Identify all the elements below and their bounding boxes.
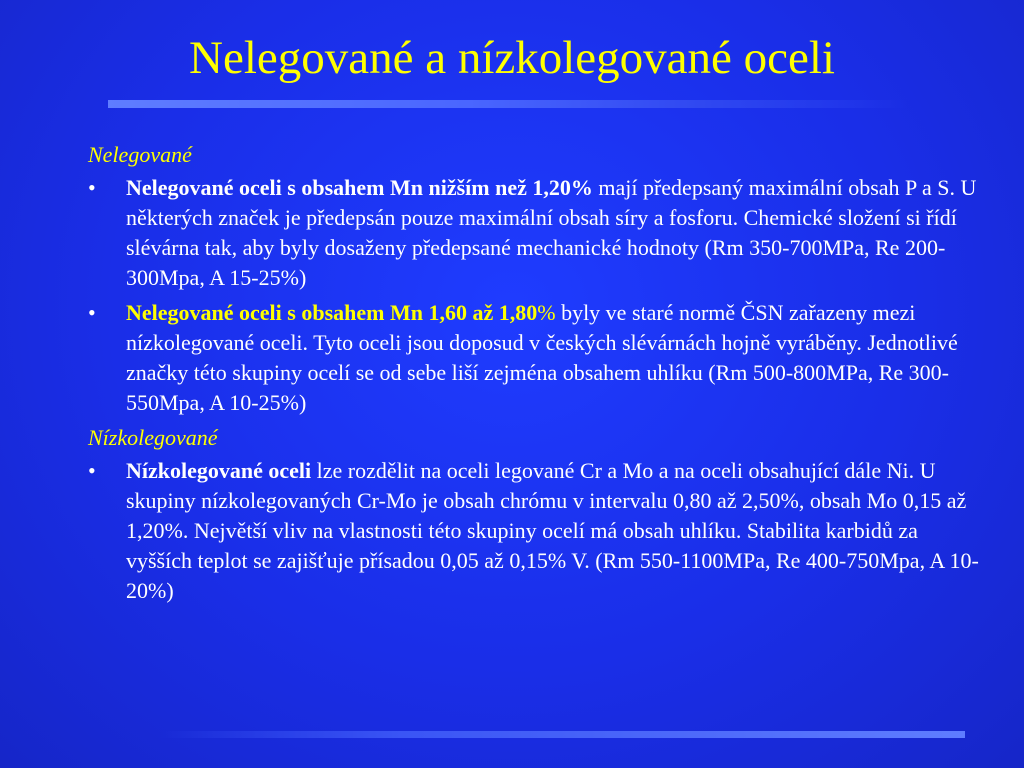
section-heading-nelegovane: Nelegované (88, 142, 192, 167)
footer-rule (160, 731, 965, 738)
bullet-lead-tail: % (537, 300, 556, 325)
bullet-item (88, 456, 988, 606)
bullet-lead: Nízkolegované oceli (126, 458, 312, 483)
bullet-icon: • (88, 458, 96, 483)
bullet-text: lze rozdělit na oceli legované Cr a Mo a na oceli obsahující dále Ni. U skupiny nízkolegovaných Cr-Mo je obsah chrómu v intervalu 0,80 až 2,50%, obsah Mo 0,15 až 1,20%. Největší vliv na vlastnosti této skupiny ocelí má obsah uhlíku. Stabilita karbidů za vyšších teplot se zajišťuje přísadou 0,05 až 0,15% V. (Rm 550-1100MPa, Re 400-750Mpa, A 10-20%) (126, 458, 979, 603)
bullet-text: mají předepsaný maximální obsah P a S. U některých značek je předepsán pouze maximální obsah síry a fosforu. Chemické složení si řídí slévárna tak, aby byly dosaženy předepsané mechanické hodnoty (Rm 350-700MPa, Re 200-300Mpa, A 15-25%) (126, 175, 977, 290)
bullet-item (88, 298, 988, 418)
bullet-icon: • (88, 300, 96, 325)
bullet-lead: Nelegované oceli s obsahem Mn nižším než 1,20% (126, 175, 593, 200)
title-underline (108, 100, 908, 108)
bullet-lead: Nelegované oceli s obsahem Mn 1,60 až 1,80 (126, 300, 538, 325)
section-heading-nizkolegovane: Nízkolegované (88, 425, 218, 450)
bullet-icon: • (88, 175, 96, 200)
slide-content (88, 140, 988, 611)
bullet-text: byly ve staré normě ČSN zařazeny mezi nízkolegované oceli. Tyto oceli jsou doposud v českých slévárnách hojně vyráběny. Jednotlivé značky této skupiny ocelí se od sebe liší zejména obsahem uhlíku (Rm 500-800MPa, Re 300-550Mpa, A 10-25%) (126, 300, 958, 415)
slide-title: Nelegované a nízkolegované oceli (189, 32, 835, 84)
bullet-item (88, 173, 988, 293)
